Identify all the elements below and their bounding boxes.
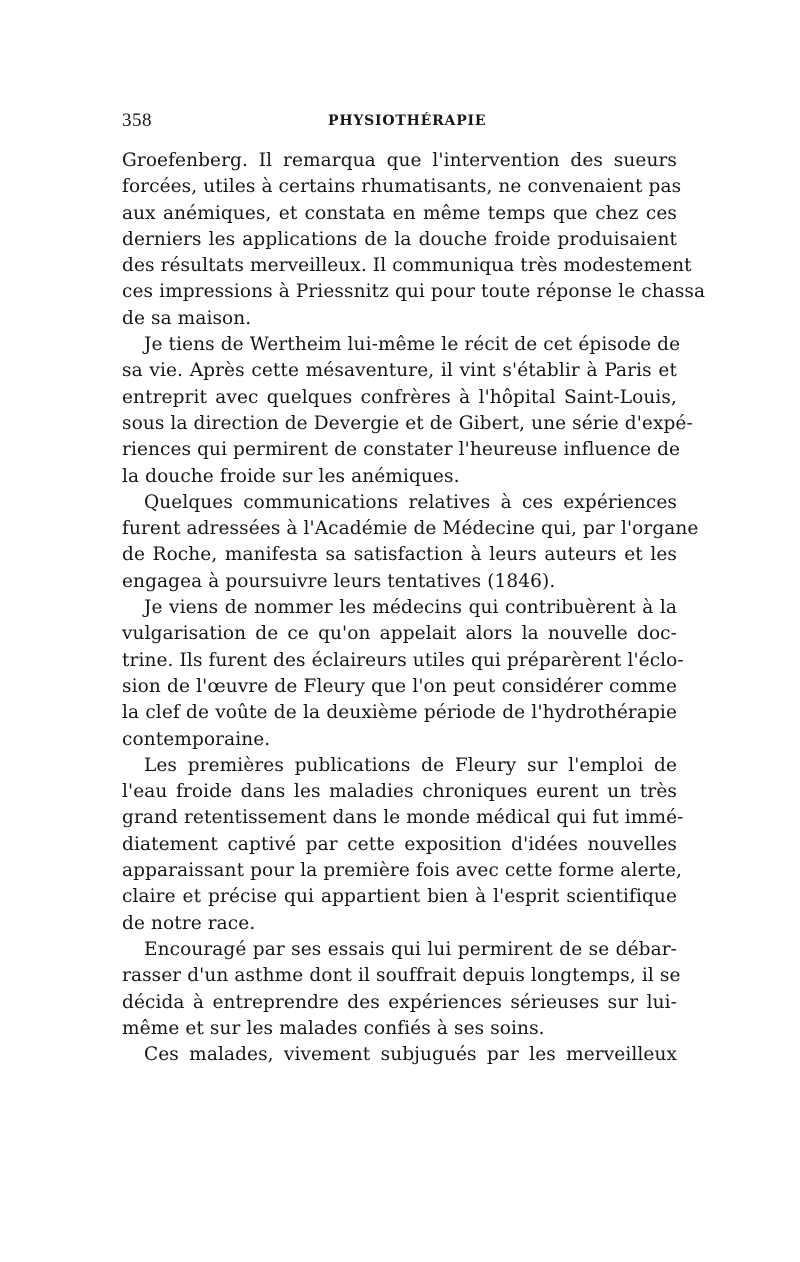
- text-line: Encouragé par ses essais qui lui permirent de se débar-: [144, 938, 677, 960]
- text-line: apparaissant pour la première fois avec cette forme alerte,: [122, 860, 682, 882]
- text-line: trine. Ils furent des éclaireurs utiles qui préparèrent l'éclo-: [122, 649, 684, 671]
- text-line: Je viens de nommer les médecins qui contribuèrent à la: [144, 597, 677, 619]
- text-line: la clef de voûte de la deuxième période de l'hydrothérapie: [122, 702, 677, 724]
- text-line: contemporaine.: [122, 728, 271, 750]
- text-line: furent adressées à l'Académie de Médecine qui, par l'organe: [122, 518, 699, 540]
- text-line: la douche froide sur les anémiques.: [122, 465, 460, 487]
- text-line: grand retentissement dans le monde médical qui fut immé-: [122, 807, 684, 829]
- text-line: Quelques communications relatives à ces expériences: [144, 491, 677, 513]
- text-line: claire et précise qui appartient bien à l'esprit scientifique: [122, 886, 677, 908]
- text-line: aux anémiques, et constata en même temps que chez ces: [122, 202, 677, 224]
- text-line: engagea à poursuivre leurs tentatives (1846).: [122, 570, 556, 592]
- page-number: 358: [122, 110, 152, 131]
- body-text: [122, 148, 706, 1068]
- text-line: vulgarisation de ce qu'on appelait alors la nouvelle doc-: [122, 623, 677, 645]
- text-line: ces impressions à Priessnitz qui pour toute réponse le chassa: [122, 281, 706, 303]
- text-line: diatement captivé par cette exposition d'idées nouvelles: [122, 833, 677, 855]
- text-line: entreprit avec quelques confrères à l'hôpital Saint-Louis,: [122, 386, 677, 408]
- text-line: l'eau froide dans les maladies chroniques eurent un très: [122, 781, 677, 803]
- text-line: même et sur les malades confiés à ses soins.: [122, 1017, 545, 1039]
- text-line: de sa maison.: [122, 307, 252, 329]
- text-line: sous la direction de Devergie et de Gibert, une série d'expé-: [122, 412, 693, 434]
- text-line: sion de l'œuvre de Fleury que l'on peut considérer comme: [122, 675, 677, 697]
- text-line: décida à entreprendre des expériences sérieuses sur lui-: [122, 991, 677, 1013]
- text-line: de notre race.: [122, 912, 256, 934]
- text-line: riences qui permirent de constater l'heureuse influence de: [122, 439, 681, 461]
- text-line: Groefenberg. Il remarqua que l'intervention des sueurs: [122, 150, 677, 171]
- text-line: forcées, utiles à certains rhumatisants, ne convenaient pas: [122, 176, 682, 198]
- text-line: Les premières publications de Fleury sur l'emploi de: [144, 754, 677, 776]
- text-line: Ces malades, vivement subjugués par les merveilleux: [144, 1044, 677, 1066]
- text-line: Je tiens de Wertheim lui-même le récit de cet épisode de: [144, 334, 681, 356]
- text-line: sa vie. Après cette mésaventure, il vint s'établir à Paris et: [122, 360, 677, 382]
- text-line: des résultats merveilleux. Il communiqua très modestement: [122, 255, 692, 277]
- text-line: rasser d'un asthme dont il souffrait depuis longtemps, il se: [122, 965, 681, 987]
- page-header: [122, 110, 674, 138]
- running-title: PHYSIOTHÉRAPIE: [328, 113, 487, 129]
- text-line: de Roche, manifesta sa satisfaction à leurs auteurs et les: [122, 544, 677, 566]
- text-line: derniers les applications de la douche froide produisaient: [122, 228, 677, 250]
